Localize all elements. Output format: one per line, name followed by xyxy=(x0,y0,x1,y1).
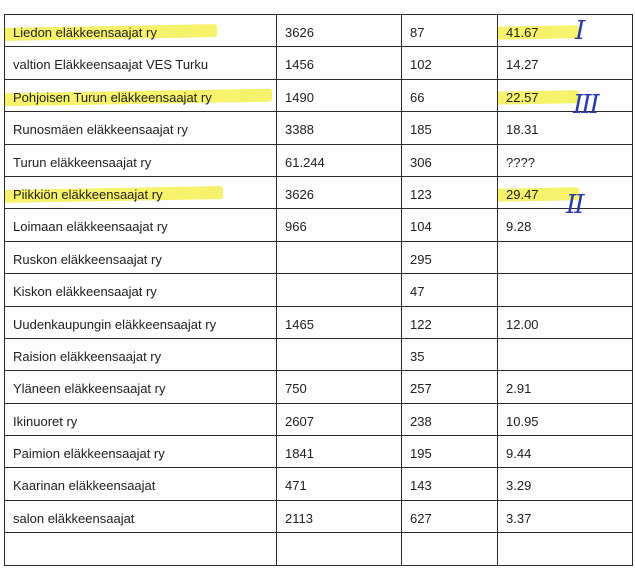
members-cell xyxy=(277,403,402,435)
org-name: Runosmäen eläkkeensaajat ry xyxy=(13,122,188,138)
ratio-cell xyxy=(498,209,633,241)
handwritten-roman-numeral: II xyxy=(566,190,583,220)
ratio-value: 3.37 xyxy=(506,510,532,526)
ratio-value: 12.00 xyxy=(506,316,539,332)
org-name-cell xyxy=(5,436,277,468)
count-value: 306 xyxy=(410,154,432,170)
handwritten-roman-numeral: III xyxy=(573,90,598,120)
ratio-cell xyxy=(498,403,633,435)
members-value: 750 xyxy=(285,381,307,397)
ratio-cell xyxy=(498,306,633,338)
ratio-cell xyxy=(498,241,633,273)
table-row xyxy=(5,15,633,47)
table-body xyxy=(5,15,633,566)
count-value: 35 xyxy=(410,348,425,364)
org-name-cell xyxy=(5,15,277,47)
ratio-cell xyxy=(498,112,633,144)
count-value: 238 xyxy=(410,413,432,429)
ratio-cell xyxy=(498,47,633,79)
association-table xyxy=(4,14,633,566)
members-cell xyxy=(277,47,402,79)
count-cell xyxy=(402,500,498,532)
org-name: Loimaan eläkkeensaajat ry xyxy=(13,219,168,235)
ratio-value: 41.67 xyxy=(506,25,539,40)
table-row xyxy=(5,306,633,338)
table-row xyxy=(5,371,633,403)
count-cell xyxy=(402,144,498,176)
ratio-cell xyxy=(498,338,633,370)
members-value: 966 xyxy=(285,219,307,235)
count-cell xyxy=(402,436,498,468)
count-cell xyxy=(402,468,498,500)
org-name-cell xyxy=(5,403,277,435)
org-name-cell xyxy=(5,241,277,273)
count-value: 185 xyxy=(410,122,432,138)
ratio-value: 9.44 xyxy=(506,446,532,462)
handwritten-roman-numeral: I xyxy=(575,16,584,46)
ratio-value: 3.29 xyxy=(506,478,532,494)
ratio-cell xyxy=(498,79,633,111)
members-cell xyxy=(277,338,402,370)
members-cell xyxy=(277,176,402,208)
table-row xyxy=(5,112,633,144)
ratio-cell xyxy=(498,274,633,306)
org-name-cell xyxy=(5,338,277,370)
table-row xyxy=(5,403,633,435)
members-value: 3626 xyxy=(285,186,314,202)
members-cell xyxy=(277,371,402,403)
count-value: 104 xyxy=(410,219,432,235)
org-name: Kiskon eläkkeensaajat ry xyxy=(13,284,157,300)
org-name: Pohjoisen Turun eläkkeensaajat ry xyxy=(13,89,212,105)
members-cell xyxy=(277,144,402,176)
ratio-cell xyxy=(498,144,633,176)
table-row xyxy=(5,79,633,111)
members-cell xyxy=(277,241,402,273)
org-name: Raision eläkkeensaajat ry xyxy=(13,348,162,364)
count-cell xyxy=(402,112,498,144)
table-row xyxy=(5,500,633,532)
org-name-cell xyxy=(5,176,277,208)
count-cell xyxy=(402,241,498,273)
org-name-cell xyxy=(5,468,277,500)
count-value: 66 xyxy=(410,89,425,105)
members-cell xyxy=(277,15,402,47)
members-value: 1465 xyxy=(285,316,314,332)
count-value: 87 xyxy=(410,25,425,40)
org-name-cell xyxy=(5,144,277,176)
count-cell xyxy=(402,371,498,403)
org-name: Liedon eläkkeensaajat ry xyxy=(13,25,157,40)
count-value: 123 xyxy=(410,186,432,202)
members-value: 471 xyxy=(285,478,307,494)
members-value: 3388 xyxy=(285,122,314,138)
count-cell xyxy=(402,338,498,370)
org-name: Turun eläkkeensaajat ry xyxy=(13,154,152,170)
ratio-value: 22.57 xyxy=(506,89,539,105)
org-name-cell xyxy=(5,306,277,338)
ratio-value: 18.31 xyxy=(506,122,539,138)
count-value: 47 xyxy=(410,284,425,300)
count-value: 195 xyxy=(410,446,432,462)
ratio-value: 9.28 xyxy=(506,219,532,235)
org-name: Ruskon eläkkeensaajat ry xyxy=(13,251,162,267)
ratio-cell xyxy=(498,371,633,403)
org-name-cell xyxy=(5,112,277,144)
members-value: 2607 xyxy=(285,413,314,429)
table-row xyxy=(5,533,633,565)
count-cell xyxy=(402,533,498,565)
ratio-cell xyxy=(498,500,633,532)
ratio-value: 14.27 xyxy=(506,57,539,73)
members-cell xyxy=(277,500,402,532)
members-cell xyxy=(277,468,402,500)
members-cell xyxy=(277,79,402,111)
count-value: 122 xyxy=(410,316,432,332)
org-name-cell xyxy=(5,500,277,532)
members-value: 1456 xyxy=(285,57,314,73)
members-cell xyxy=(277,274,402,306)
org-name-cell xyxy=(5,371,277,403)
members-value: 1841 xyxy=(285,446,314,462)
ratio-value: 10.95 xyxy=(506,413,539,429)
org-name-cell xyxy=(5,533,277,565)
ratio-cell xyxy=(498,436,633,468)
count-cell xyxy=(402,176,498,208)
ratio-cell xyxy=(498,468,633,500)
table-row xyxy=(5,176,633,208)
org-name: Yläneen eläkkeensaajat ry xyxy=(13,381,166,397)
members-cell xyxy=(277,306,402,338)
count-value: 257 xyxy=(410,381,432,397)
ratio-value: 29.47 xyxy=(506,186,539,202)
table-row xyxy=(5,209,633,241)
ratio-cell xyxy=(498,176,633,208)
table-row xyxy=(5,144,633,176)
org-name-cell xyxy=(5,209,277,241)
ratio-cell xyxy=(498,533,633,565)
count-cell xyxy=(402,274,498,306)
members-value: 1490 xyxy=(285,89,314,105)
count-value: 102 xyxy=(410,57,432,73)
count-value: 627 xyxy=(410,510,432,526)
table-row xyxy=(5,436,633,468)
count-cell xyxy=(402,306,498,338)
count-value: 295 xyxy=(410,251,432,267)
table-row xyxy=(5,274,633,306)
org-name: Uudenkaupungin eläkkeensaajat ry xyxy=(13,316,217,332)
members-cell xyxy=(277,436,402,468)
ratio-value: ???? xyxy=(506,154,535,170)
table-row xyxy=(5,468,633,500)
count-cell xyxy=(402,209,498,241)
members-value: 61.244 xyxy=(285,154,325,170)
count-cell xyxy=(402,15,498,47)
members-cell xyxy=(277,533,402,565)
org-name: Ikinuoret ry xyxy=(13,413,78,429)
count-cell xyxy=(402,403,498,435)
ratio-value: 2.91 xyxy=(506,381,532,397)
count-cell xyxy=(402,47,498,79)
org-name: valtion Eläkkeensaajat VES Turku xyxy=(13,57,209,73)
table-row xyxy=(5,338,633,370)
count-cell xyxy=(402,79,498,111)
table-row xyxy=(5,241,633,273)
org-name-cell xyxy=(5,47,277,79)
org-name-cell xyxy=(5,274,277,306)
members-cell xyxy=(277,112,402,144)
org-name: Kaarinan eläkkeensaajat xyxy=(13,478,156,494)
ratio-cell xyxy=(498,15,633,47)
members-cell xyxy=(277,209,402,241)
org-name: salon eläkkeensaajat xyxy=(13,510,135,526)
table-row xyxy=(5,47,633,79)
org-name: Piikkiön eläkkeensaajat ry xyxy=(13,186,163,202)
members-value: 2113 xyxy=(285,510,313,526)
org-name: Paimion eläkkeensaajat ry xyxy=(13,446,165,462)
org-name-cell xyxy=(5,79,277,111)
count-value: 143 xyxy=(410,478,432,494)
members-value: 3626 xyxy=(285,25,314,40)
